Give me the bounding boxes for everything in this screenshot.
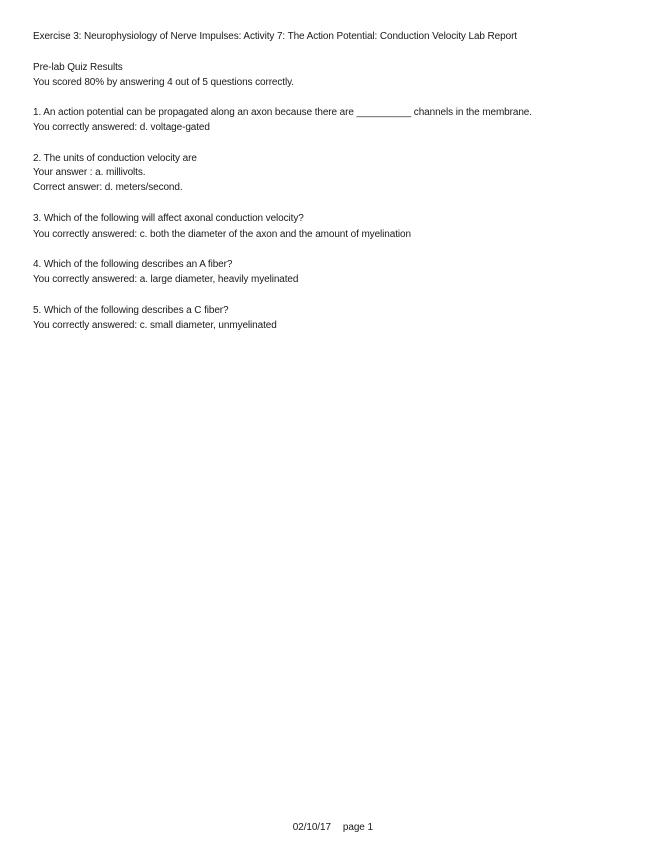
answer-4: You correctly answered: a. large diameter, heavily myelinated [33,274,299,285]
footer-date: 02/10/17 [292,822,331,833]
footer-page-number: page 1 [342,822,373,833]
correct-answer-2: Correct answer: d. meters/second. [33,182,183,193]
answer-3: You correctly answered: c. both the diameter of the axon and the amount of myelination [33,229,411,240]
quiz-heading: Pre-lab Quiz Results [33,62,123,73]
question-2: 2. The units of conduction velocity are [33,153,197,164]
your-answer-2: Your answer : a. millivolts. [33,167,146,178]
question-5: 5. Which of the following describes a C fiber? [33,305,229,316]
page-footer [0,810,655,846]
question-3: 3. Which of the following will affect axonal conduction velocity? [33,213,304,224]
quiz-score: You scored 80% by answering 4 out of 5 questions correctly. [33,77,294,88]
report-title: Exercise 3: Neurophysiology of Nerve Impulses: Activity 7: The Action Potential: Conduction Velocity Lab Report [33,31,517,42]
answer-5: You correctly answered: c. small diameter, unmyelinated [33,320,277,331]
question-1: 1. An action potential can be propagated along an axon because there are __________ channels in the membrane. [33,107,532,118]
answer-1: You correctly answered: d. voltage-gated [33,122,210,133]
question-4: 4. Which of the following describes an A fiber? [33,259,233,270]
